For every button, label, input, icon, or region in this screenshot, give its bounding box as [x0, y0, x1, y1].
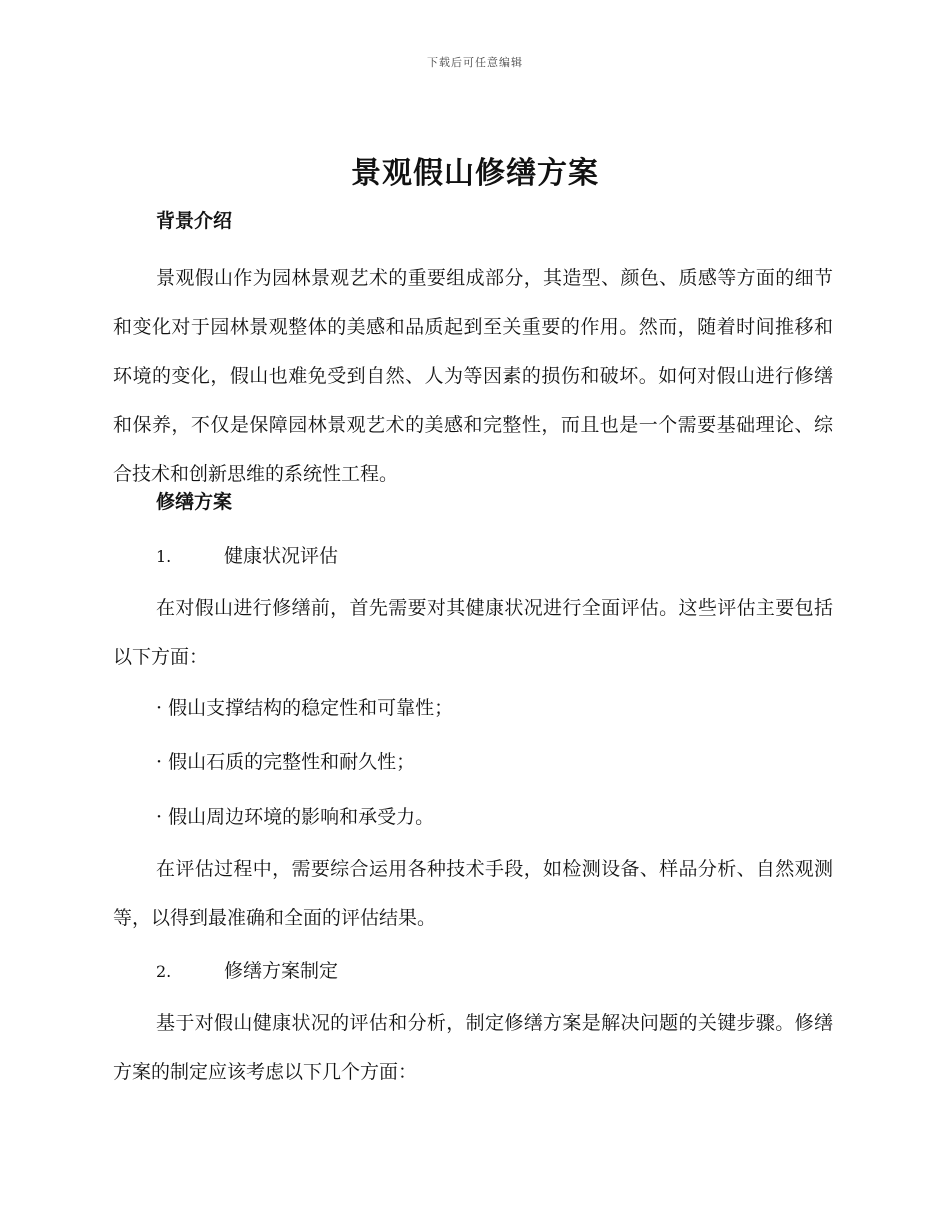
item-title: 修缮方案制定 — [224, 960, 339, 982]
section-heading-plan: 修缮方案 — [156, 491, 233, 513]
assessment-intro-paragraph: 在对假山进行修缮前，首先需要对其健康状况进行全面评估。这些评估主要包括以下方面： — [113, 597, 833, 668]
background-paragraph: 景观假山作为园林景观艺术的重要组成部分，其造型、颜色、质感等方面的细节和变化对于园林景观整体的美感和品质起到至关重要的作用。然而，随着时间推移和环境的变化，假山也难免受到自然、人为等因素的损伤和破坏。如何对假山进行修缮和保养，不仅是保障园林景观艺术的美感和完整性，而且也是一个需要基础理论、综合技术和创新思维的系统性工程。 — [113, 267, 833, 485]
document-title: 景观假山修缮方案 — [351, 156, 599, 191]
numbered-item-1 — [156, 541, 338, 568]
item-number: 1. — [156, 547, 172, 566]
plan-intro-paragraph: 基于对假山健康状况的评估和分析，制定修缮方案是解决问题的关键步骤。修缮方案的制定应该考虑以下几个方面： — [113, 1012, 833, 1083]
section-heading-background: 背景介绍 — [156, 210, 233, 232]
numbered-item-2 — [156, 956, 338, 983]
bullet-item: · 假山周边环境的影响和承受力。 — [156, 806, 435, 828]
item-title: 健康状况评估 — [224, 545, 339, 567]
assessment-outro-paragraph: 在评估过程中，需要综合运用各种技术手段，如检测设备、样品分析、自然观测等，以得到最准确和全面的评估结果。 — [113, 858, 833, 929]
header-note: 下载后可任意编辑 — [427, 56, 523, 69]
item-number: 2. — [156, 962, 172, 981]
bullet-item: · 假山石质的完整性和耐久性； — [156, 751, 416, 773]
bullet-item: · 假山支撑结构的稳定性和可靠性； — [156, 697, 454, 719]
